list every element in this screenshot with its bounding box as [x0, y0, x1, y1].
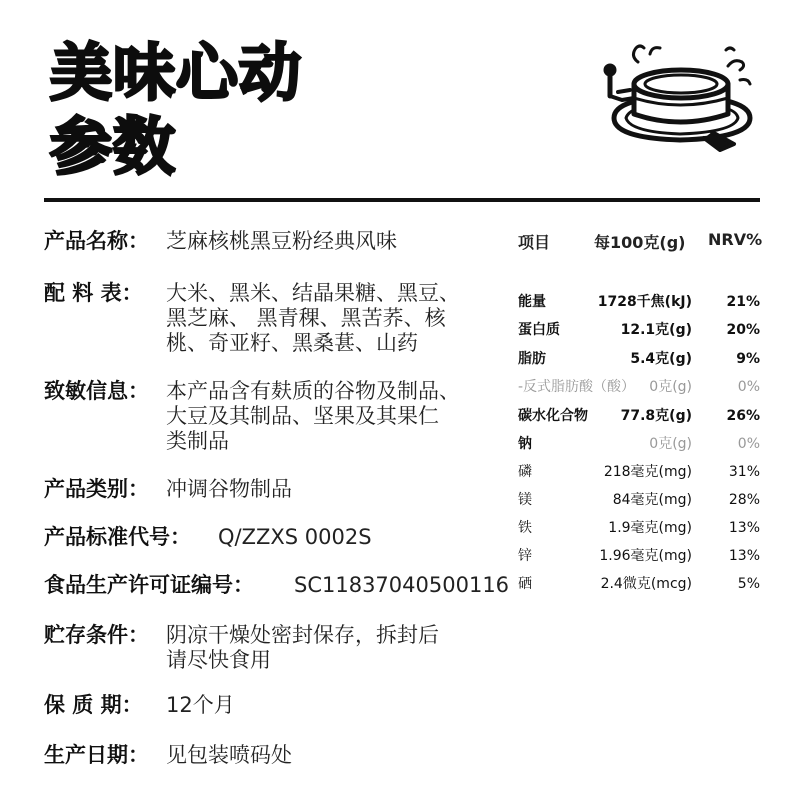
nutrient-name: 磷 [518, 464, 532, 480]
nutrition-row [518, 318, 762, 342]
nutrient-nrv: 13% [728, 548, 760, 564]
nutrition-header-item: 项目 [518, 233, 551, 252]
nutrition-row [518, 516, 762, 540]
shelf-life-value: 12个月 [166, 693, 235, 717]
license-value: SC11837040500116 [294, 573, 510, 597]
nutrition-row [518, 404, 762, 428]
standard-label: 产品标准代号： [44, 525, 191, 549]
nutrient-name: 锌 [518, 548, 532, 564]
nutrition-row [518, 572, 762, 596]
nutrient-nrv: 20% [726, 322, 760, 338]
product-name-value: 芝麻核桃黑豆粉经典风味 [166, 229, 397, 253]
nutrient-nrv: 0% [737, 436, 760, 452]
nutrient-name: 脂肪 [518, 351, 546, 367]
storage-label: 贮存条件： [44, 623, 149, 647]
nutrient-nrv: 0% [737, 379, 760, 395]
product-name-label: 产品名称： [44, 229, 149, 253]
nutrition-row [518, 375, 762, 399]
storage-line: 阴凉干燥处密封保存，拆封后 [166, 623, 439, 647]
allergen-line: 本产品含有麸质的谷物及制品、 [166, 379, 460, 403]
allergen-label: 致敏信息： [44, 379, 149, 403]
nutrition-header-nrv: NRV% [708, 230, 763, 249]
nutrition-row [518, 290, 762, 314]
nutrition-row [518, 432, 762, 456]
page-title-line-1: 美味心动 [50, 36, 303, 109]
allergen-line: 大豆及其制品、坚果及其果仁 [166, 404, 439, 428]
nutrient-nrv: 28% [728, 492, 760, 508]
nutrient-amount: 0克(g) [649, 436, 692, 452]
nutrient-amount: 1728千焦(kJ) [597, 294, 692, 310]
category-value: 冲调谷物制品 [166, 477, 292, 501]
pot-logo-icon [600, 40, 760, 160]
ingredients-line: 黑芝麻、 黑青稞、黑苦荞、核 [166, 306, 446, 330]
ingredients-line: 桃、奇亚籽、黑桑葚、山药 [166, 331, 418, 355]
standard-value: Q/ZZXS 0002S [218, 525, 372, 549]
nutrient-nrv: 31% [728, 464, 760, 480]
nutrient-amount: 12.1克(g) [620, 322, 692, 338]
nutrient-amount: 218毫克(mg) [603, 464, 692, 480]
nutrient-nrv: 21% [726, 294, 760, 310]
nutrient-name: 碳水化合物 [518, 408, 588, 424]
nutrient-nrv: 5% [737, 576, 760, 592]
nutrient-name: 钠 [518, 436, 532, 452]
nutrient-amount: 1.96毫克(mg) [599, 548, 692, 564]
nutrition-row [518, 460, 762, 484]
nutrient-name: 蛋白质 [518, 322, 560, 338]
nutrient-name: 镁 [518, 492, 532, 508]
allergen-line: 类制品 [166, 429, 229, 453]
production-date-label: 生产日期： [44, 743, 149, 767]
production-date-value: 见包装喷码处 [166, 743, 292, 767]
license-label: 食品生产许可证编号： [44, 573, 254, 597]
storage-line: 请尽快食用 [166, 648, 271, 672]
nutrient-amount: 2.4微克(mcg) [600, 576, 692, 592]
nutrition-header-per100g: 每100克(g) [594, 233, 686, 252]
nutrient-amount: 77.8克(g) [620, 408, 692, 424]
nutrient-amount: 1.9毫克(mg) [608, 520, 692, 536]
nutrient-amount: 84毫克(mg) [612, 492, 692, 508]
nutrition-row [518, 544, 762, 568]
nutrient-nrv: 9% [736, 351, 760, 367]
nutrition-row [518, 488, 762, 512]
header-divider [44, 198, 760, 202]
page-title-line-2: 参数 [50, 110, 177, 183]
nutrient-name: 能量 [518, 294, 546, 310]
nutrient-nrv: 26% [726, 408, 760, 424]
nutrient-name: 铁 [518, 520, 532, 536]
ingredients-label: 配 料 表： [44, 281, 143, 305]
nutrition-row [518, 347, 762, 371]
category-label: 产品类别： [44, 477, 149, 501]
nutrient-amount: 0克(g) [649, 379, 692, 395]
nutrient-nrv: 13% [728, 520, 760, 536]
ingredients-line: 大米、黑米、结晶果糖、黑豆、 [166, 281, 460, 305]
nutrient-name: -反式脂肪酸（酸） [518, 379, 636, 395]
nutrient-name: 硒 [518, 576, 532, 592]
nutrient-amount: 5.4克(g) [630, 351, 692, 367]
shelf-life-label: 保 质 期： [44, 693, 143, 717]
